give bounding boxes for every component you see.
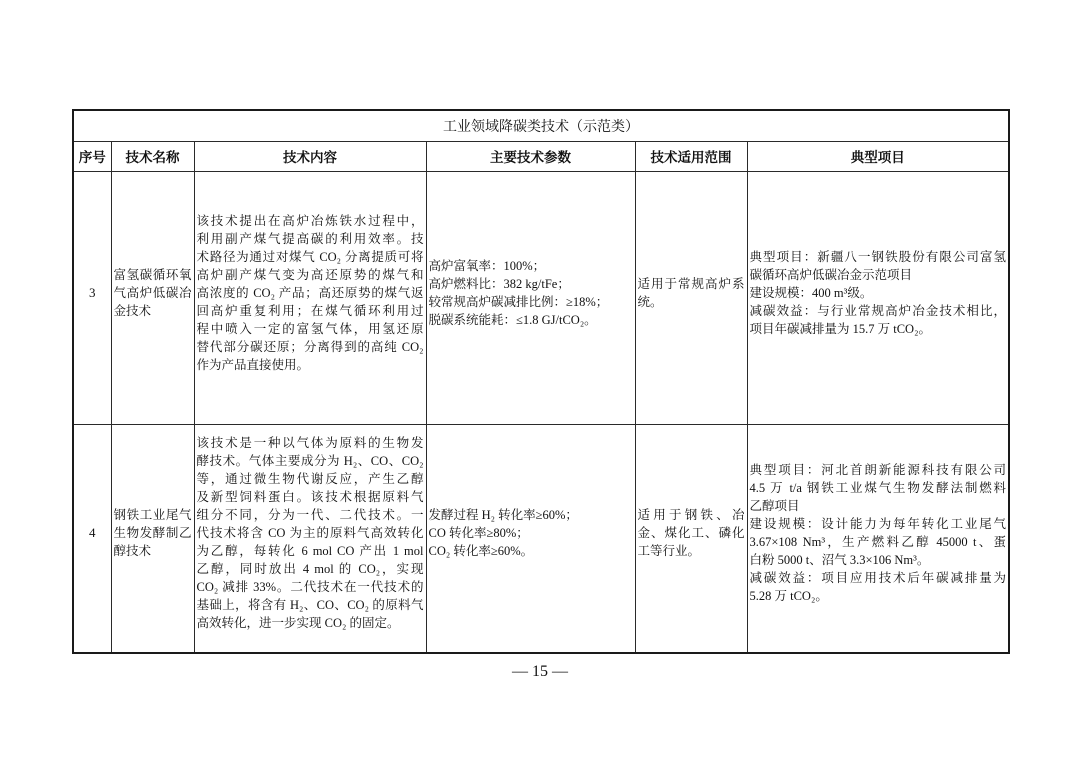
text-line: 典型项目：新疆八一钢铁股份有限公司富氢 — [749, 249, 1007, 264]
text-line: 醇技术 — [113, 544, 152, 559]
text-line: 脱碳系统能耗：≤1.8 GJ/tCO₂。 — [428, 312, 597, 327]
text-line: 气高炉低碳冶 — [113, 285, 192, 300]
table-title: 工业领域降碳类技术（示范类） — [73, 110, 1009, 141]
text-line: 高炉富氧率：100%； — [428, 258, 546, 273]
text-line: 适用于常规高炉系 — [637, 276, 745, 291]
technology-content-cell — [194, 424, 426, 653]
text-line: 白粉 5000 t、沼气 3.3×106 Nm³。 — [749, 553, 930, 568]
table-row — [73, 424, 1009, 653]
text-line: 钢铁工业尾气 — [113, 508, 192, 523]
header-serial-number: 序号 — [73, 141, 111, 171]
text-line: 建设规模：400 m³级。 — [749, 285, 873, 300]
technology-content-cell — [194, 171, 426, 424]
table-row — [73, 171, 1009, 424]
text-line: 减碳效益：项目应用技术后年碳减排量为 — [749, 571, 1007, 586]
text-line: 等，通过微生物代谢反应，产生乙醇 — [196, 472, 424, 487]
application-scope-cell — [635, 424, 747, 653]
serial-number-cell: 4 — [73, 424, 111, 653]
text-line: 高炉燃料比：382 kg/tFe； — [428, 276, 570, 291]
serial-number-cell: 3 — [73, 171, 111, 424]
technology-name-cell — [111, 171, 194, 424]
text-line: CO₂ 转化率≥60%。 — [428, 544, 534, 559]
text-line: 碳循环高炉低碳冶金示范项目 — [749, 267, 913, 282]
text-line: 金、煤化工、磷化 — [637, 526, 745, 541]
text-line: 富氢碳循环氧 — [113, 267, 192, 282]
text-line: 高浓度的 CO₂ 产品；高还原势的煤气返 — [196, 285, 424, 300]
text-line: 回高炉重复利用；在煤气循环利用过 — [196, 303, 424, 318]
text-line: 较常规高炉碳减排比例：≥18%； — [428, 294, 609, 309]
text-line: CO₂ 减排 33%。二代技术在一代技术的 — [196, 580, 424, 595]
text-line: 替代部分碳还原；分离得到的高纯 CO₂ — [196, 339, 424, 354]
header-typical-project: 典型项目 — [747, 141, 1009, 171]
text-line: 代技术将含 CO 为主的原料气高效转化 — [196, 526, 424, 541]
main-parameters-cell — [426, 424, 635, 653]
text-line: 利用副产煤气提高碳的利用效率。技 — [196, 231, 424, 246]
page-number: — 15 — — [512, 663, 568, 680]
text-line: 工等行业。 — [637, 544, 701, 559]
text-line: 为乙醇，每转化 6 mol CO 产出 1 mol — [196, 544, 424, 559]
typical-project-cell — [747, 424, 1009, 653]
typical-project-cell — [747, 171, 1009, 424]
text-line: 典型项目：河北首朗新能源科技有限公司 — [749, 463, 1007, 478]
text-line: 适用于钢铁、冶 — [637, 508, 745, 523]
text-line: 统。 — [637, 294, 663, 309]
text-line: CO 转化率≥80%； — [428, 526, 529, 541]
header-main-parameters: 主要技术参数 — [426, 141, 635, 171]
text-line: 3.67×108 Nm³，生产燃料乙醇 45000 t、蛋 — [749, 535, 1007, 550]
text-line: 及新型饲料蛋白。该技术根据原料气 — [196, 490, 424, 505]
text-line: 乙醇项目 — [749, 499, 800, 514]
text-line: 项目年碳减排量为 15.7 万 tCO₂。 — [749, 321, 931, 336]
text-line: 高炉副产煤气变为高还原势的煤气和 — [196, 267, 424, 282]
header-application-scope: 技术适用范围 — [635, 141, 747, 171]
header-technology-content: 技术内容 — [194, 141, 426, 171]
text-line: 基础上，将含有 H₂、CO、CO₂ 的原料气 — [196, 598, 424, 613]
technology-name-cell — [111, 424, 194, 653]
text-line: 减碳效益：与行业常规高炉冶金技术相比， — [749, 303, 1007, 318]
text-line: 建设规模：设计能力为每年转化工业尾气 — [749, 517, 1007, 532]
text-line: 5.28 万 tCO₂。 — [749, 589, 828, 604]
text-line: 该技术提出在高炉冶炼铁水过程中， — [196, 213, 424, 228]
text-line: 金技术 — [113, 303, 152, 318]
text-line: 组分不同，分为一代、二代技术。一 — [196, 508, 424, 523]
text-line: 发酵过程 H₂ 转化率≥60%； — [428, 508, 578, 523]
text-line: 术路径为通过对煤气 CO₂ 分离提质可将 — [196, 249, 424, 264]
text-line: 4.5 万 t/a 钢铁工业煤气生物发酵法制燃料 — [749, 481, 1007, 496]
text-line: 程中喷入一定的富氢气体，用氢还原 — [196, 321, 424, 336]
text-line: 高效转化，进一步实现 CO₂ 的固定。 — [196, 616, 400, 631]
header-technology-name: 技术名称 — [111, 141, 194, 171]
text-line: 该技术是一种以气体为原料的生物发 — [196, 436, 424, 451]
text-line: 乙醇，同时放出 4 mol 的 CO₂，实现 — [196, 562, 424, 577]
text-line: 生物发酵制乙 — [113, 526, 192, 541]
application-scope-cell — [635, 171, 747, 424]
title-row — [73, 110, 1009, 141]
text-line: 作为产品直接使用。 — [196, 357, 310, 372]
main-parameters-cell — [426, 171, 635, 424]
text-line: 酵技术。气体主要成分为 H₂、CO、CO₂ — [196, 454, 424, 469]
technology-table — [72, 109, 1010, 654]
header-row — [73, 141, 1009, 171]
